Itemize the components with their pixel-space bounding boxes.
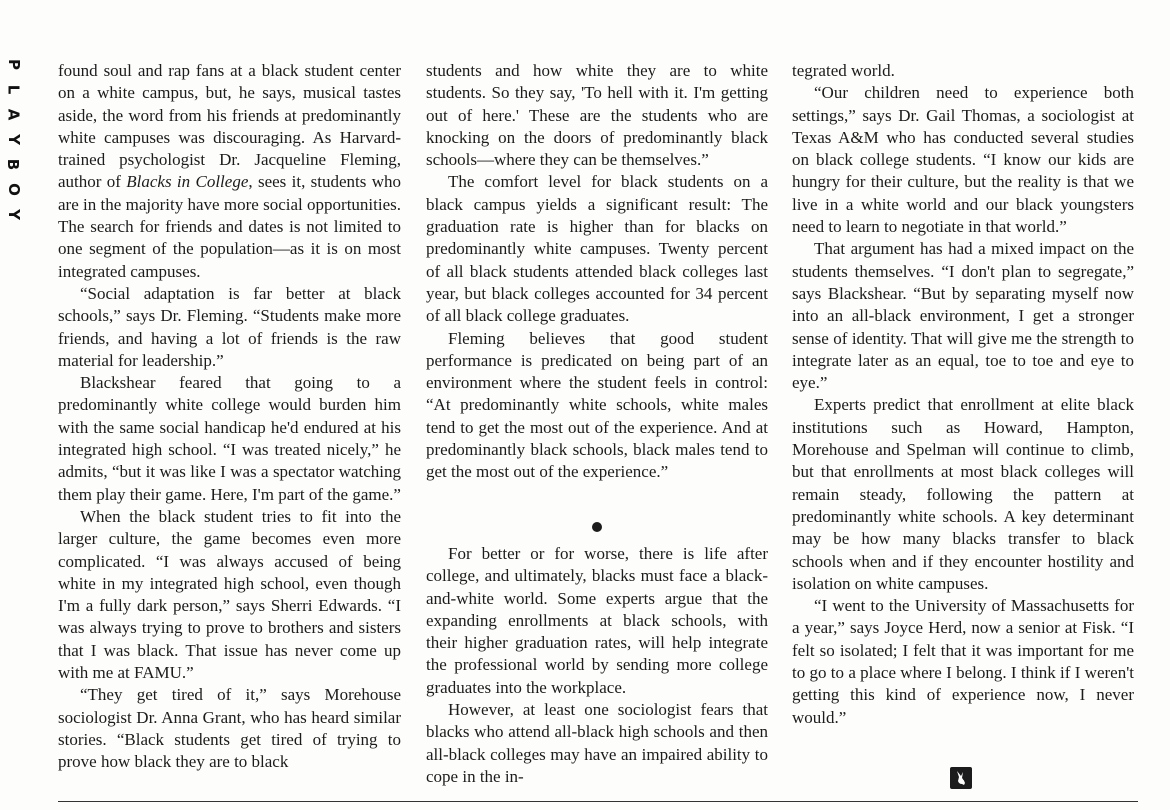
paragraph: The comfort level for black students on a black campus yields a significant result: The graduation rate is higher than for blacks on predominantly white campuses. Twenty percent of all black students attended black colleges last year, but black colleges accounted for 34 percent of all black college graduates.: [426, 172, 768, 326]
paragraph: Blackshear feared that going to a predominantly white college would burden him with the same social handicap he'd endured at his integrated high school. “I was treated nicely,” he admits, “but it was like I was a spectator watching them play their game. Here, I'm part of the game.”: [58, 373, 401, 504]
masthead-letter: B: [4, 158, 23, 171]
bullet-dot-icon: [592, 522, 602, 532]
masthead-letter: O: [4, 183, 23, 196]
book-title: Blacks in College: [126, 172, 249, 192]
masthead-letter: A: [4, 108, 23, 121]
paragraph-text: found soul and rap fans at a black student center on a white campus, but, he says, musical tastes aside, the word from his friends at predominantly white campuses was discouraging. As Harvard-trained psychologist Dr. Jacqueline Fleming, author of: [58, 61, 401, 192]
page-bottom-rule: [58, 801, 1138, 802]
paragraph: However, at least one sociologist fears that blacks who attend all-black high schools and then all-black colleges may have an impaired ability to cope in the in-: [426, 700, 768, 786]
masthead-letter: Y: [4, 134, 23, 145]
paragraph: students and how white they are to white students. So they say, 'To hell with it. I'm getting out of here.' These are the students who are knocking on the doors of predominantly black schools—where they can be themselves.”: [426, 61, 768, 170]
masthead-letter: Y: [4, 209, 23, 220]
paragraph: “They get tired of it,” says Morehouse sociologist Dr. Anna Grant, who has heard similar stories. “Black students get tired of trying to prove how black they are to black: [58, 685, 401, 772]
paragraph-text: , sees it, students who are in the majority have more social opportunities. The search for friends and dates is not limited to one segment of the population—as it is on most integrated campuses.: [58, 172, 401, 281]
paragraph: When the black student tries to fit into the larger culture, the game becomes even more complicated. “I was always accused of being white in my integrated high school, even though I'm a fully dark person,” says Sherri Edwards. “I was always trying to prove to brothers and sisters that I was black. That issue has never come up with me at FAMU.”: [58, 506, 401, 683]
paragraph: [58, 60, 401, 283]
paragraph: Fleming believes that good student performance is predicated on being part of an environment where the student feels in control: “At predominantly white schools, white males tend to get the most out of the experience. And at predominantly black schools, black males tend to get the most out of the experience.”: [426, 328, 768, 482]
paragraph: tegrated world.: [792, 61, 895, 80]
masthead-letter: P: [4, 59, 23, 70]
paragraph: Experts predict that enrollment at elite black institutions such as Howard, Hampton, Morehouse and Spelman will continue to climb, but that enrollments at most black colleges will remain steady, following the pattern at predominantly white schools. A key determinant may be how many blacks transfer to black schools when and if they encounter hostility and isolation on white campuses.: [792, 395, 1134, 593]
paragraph: “I went to the University of Massachusetts for a year,” says Joyce Herd, now a senior at Fisk. “I felt so isolated; I felt that it was important for me to go to a place where I belong. I think if I weren't getting this kind of experience now, I never would.”: [792, 596, 1134, 727]
article-column-1: [58, 60, 401, 774]
paragraph: For better or for worse, there is life after college, and ultimately, blacks must face a black-and-white world. Some experts argue that the expanding enrollments at black schools, with their higher graduation rates, will help integrate the professional world by sending more college graduates into the workplace.: [426, 544, 768, 697]
masthead-letter: L: [4, 84, 23, 95]
paragraph: “Our children need to experience both settings,” says Dr. Gail Thomas, a sociologist at Texas A&M who has conducted several studies on black college students. “I know our kids are hungry for their culture, but the reality is that we live in a white world and our black youngsters need to learn to negotiate in that world.”: [792, 83, 1134, 237]
playboy-masthead: [0, 52, 26, 227]
paragraph: “Social adaptation is far better at black schools,” says Dr. Fleming. “Students make more friends, and having a lot of friends is the raw material for leadership.”: [58, 283, 401, 370]
article-column-3: [792, 60, 1134, 729]
rabbit-head-end-mark-icon: [950, 767, 972, 789]
paragraph: That argument has had a mixed impact on the students themselves. “I don't plan to segregate,” says Blackshear. “But by separating myself now into an all-black environment, I get a stronger sense of identity. That will give me the strength to integrate later as an equal, toe to toe and eye to eye.”: [792, 239, 1134, 393]
article-column-2: [426, 60, 768, 484]
article-column-2-continued: [426, 543, 768, 788]
